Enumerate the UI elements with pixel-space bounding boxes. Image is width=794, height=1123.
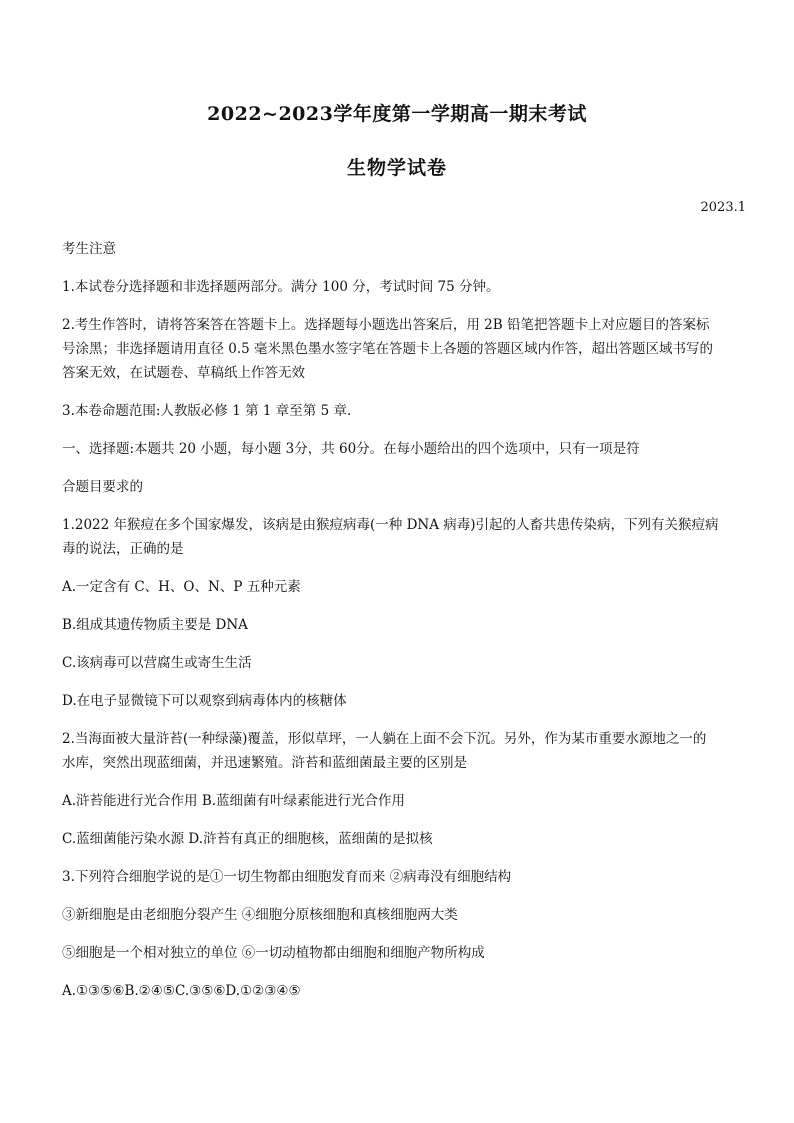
- exam-content: [62, 237, 742, 1017]
- notice-item-3: 3.本卷命题范围:人教版必修 1 第 1 章至第 5 章.: [62, 403, 352, 419]
- section-1-intro-line-1: 一、选择题:本题共 20 小题，每小题 3分，共 60分。在每小题给出的四个选项中，只有一项是符: [62, 441, 640, 457]
- exam-subtitle: 生物学试卷: [346, 157, 447, 179]
- notice-heading: 考生注意: [62, 241, 116, 257]
- question-1-option-d: D.在电子显微镜下可以观察到病毒体内的核糖体: [62, 693, 347, 709]
- question-1-option-b: B.组成其遗传物质主要是 DNA: [62, 617, 248, 633]
- exam-date: 2023.1: [700, 200, 746, 215]
- question-2-options-cd: C.蓝细菌能污染水源 D.浒苔有真正的细胞核，蓝细菌的是拟核: [62, 831, 433, 847]
- question-3-stem-line-2: ③新细胞是由老细胞分裂产生 ④细胞分原核细胞和真核细胞两大类: [62, 907, 458, 923]
- notice-item-2-line-2: 号涂黑；非选择题请用直径 0.5 毫米黑色墨水签字笔在答题卡上各题的答题区域内作答，超出答题区域书写的: [62, 341, 714, 357]
- question-1-stem: [62, 513, 742, 561]
- question-3-stem-line-3: ⑤细胞是一个相对独立的单位 ⑥一切动植物都由细胞和细胞产物所构成: [62, 945, 485, 961]
- notice-item-2-line-1: 2.考生作答时，请将答案答在答题卡上。选择题每小题选出答案后，用 2B 铅笔把答题卡上对应题目的答案标: [62, 317, 710, 333]
- question-1-stem-line-1: 1.2022 年猴痘在多个国家爆发，该病是由猴痘病毒(一种 DNA 病毒)引起的人畜共患传染病，下列有关猴痘病: [62, 517, 719, 533]
- notice-item-2-line-3: 答案无效，在试题卷、草稿纸上作答无效: [62, 365, 305, 381]
- question-2-stem-line-2: 水库，突然出现蓝细菌，并迅速繁殖。浒苔和蓝细菌最主要的区别是: [62, 755, 467, 771]
- question-1-option-a: A.一定含有 C、H、O、N、P 五种元素: [62, 579, 301, 595]
- question-2-stem-line-1: 2.当海面被大量浒苔(一种绿藻)覆盖，形似草坪，一人躺在上面不会下沉。另外，作为某市重要水源地之一的: [62, 731, 707, 747]
- question-2-options-ab: A.浒苔能进行光合作用 B.蓝细菌有叶绿素能进行光合作用: [62, 793, 406, 809]
- exam-title: 2022~2023学年度第一学期高一期末考试: [207, 103, 587, 125]
- notice-item-1: 1.本试卷分选择题和非选择题两部分。满分 100 分，考试时间 75 分钟。: [62, 279, 500, 295]
- question-1-option-c: C.该病毒可以营腐生或寄生生活: [62, 655, 252, 671]
- notice-item-2: [62, 313, 742, 385]
- question-3-stem-line-1: 3.下列符合细胞学说的是①一切生物都由细胞发育而来 ②病毒没有细胞结构: [62, 869, 512, 885]
- question-1-stem-line-2: 毒的说法，正确的是: [62, 541, 184, 557]
- question-3-options: A.①③⑤⑥B.②④⑤C.③⑤⑥D.①②③④⑤: [62, 983, 301, 999]
- question-2-stem: [62, 727, 742, 775]
- section-1-intro-line-2: 合题目要求的: [62, 479, 143, 495]
